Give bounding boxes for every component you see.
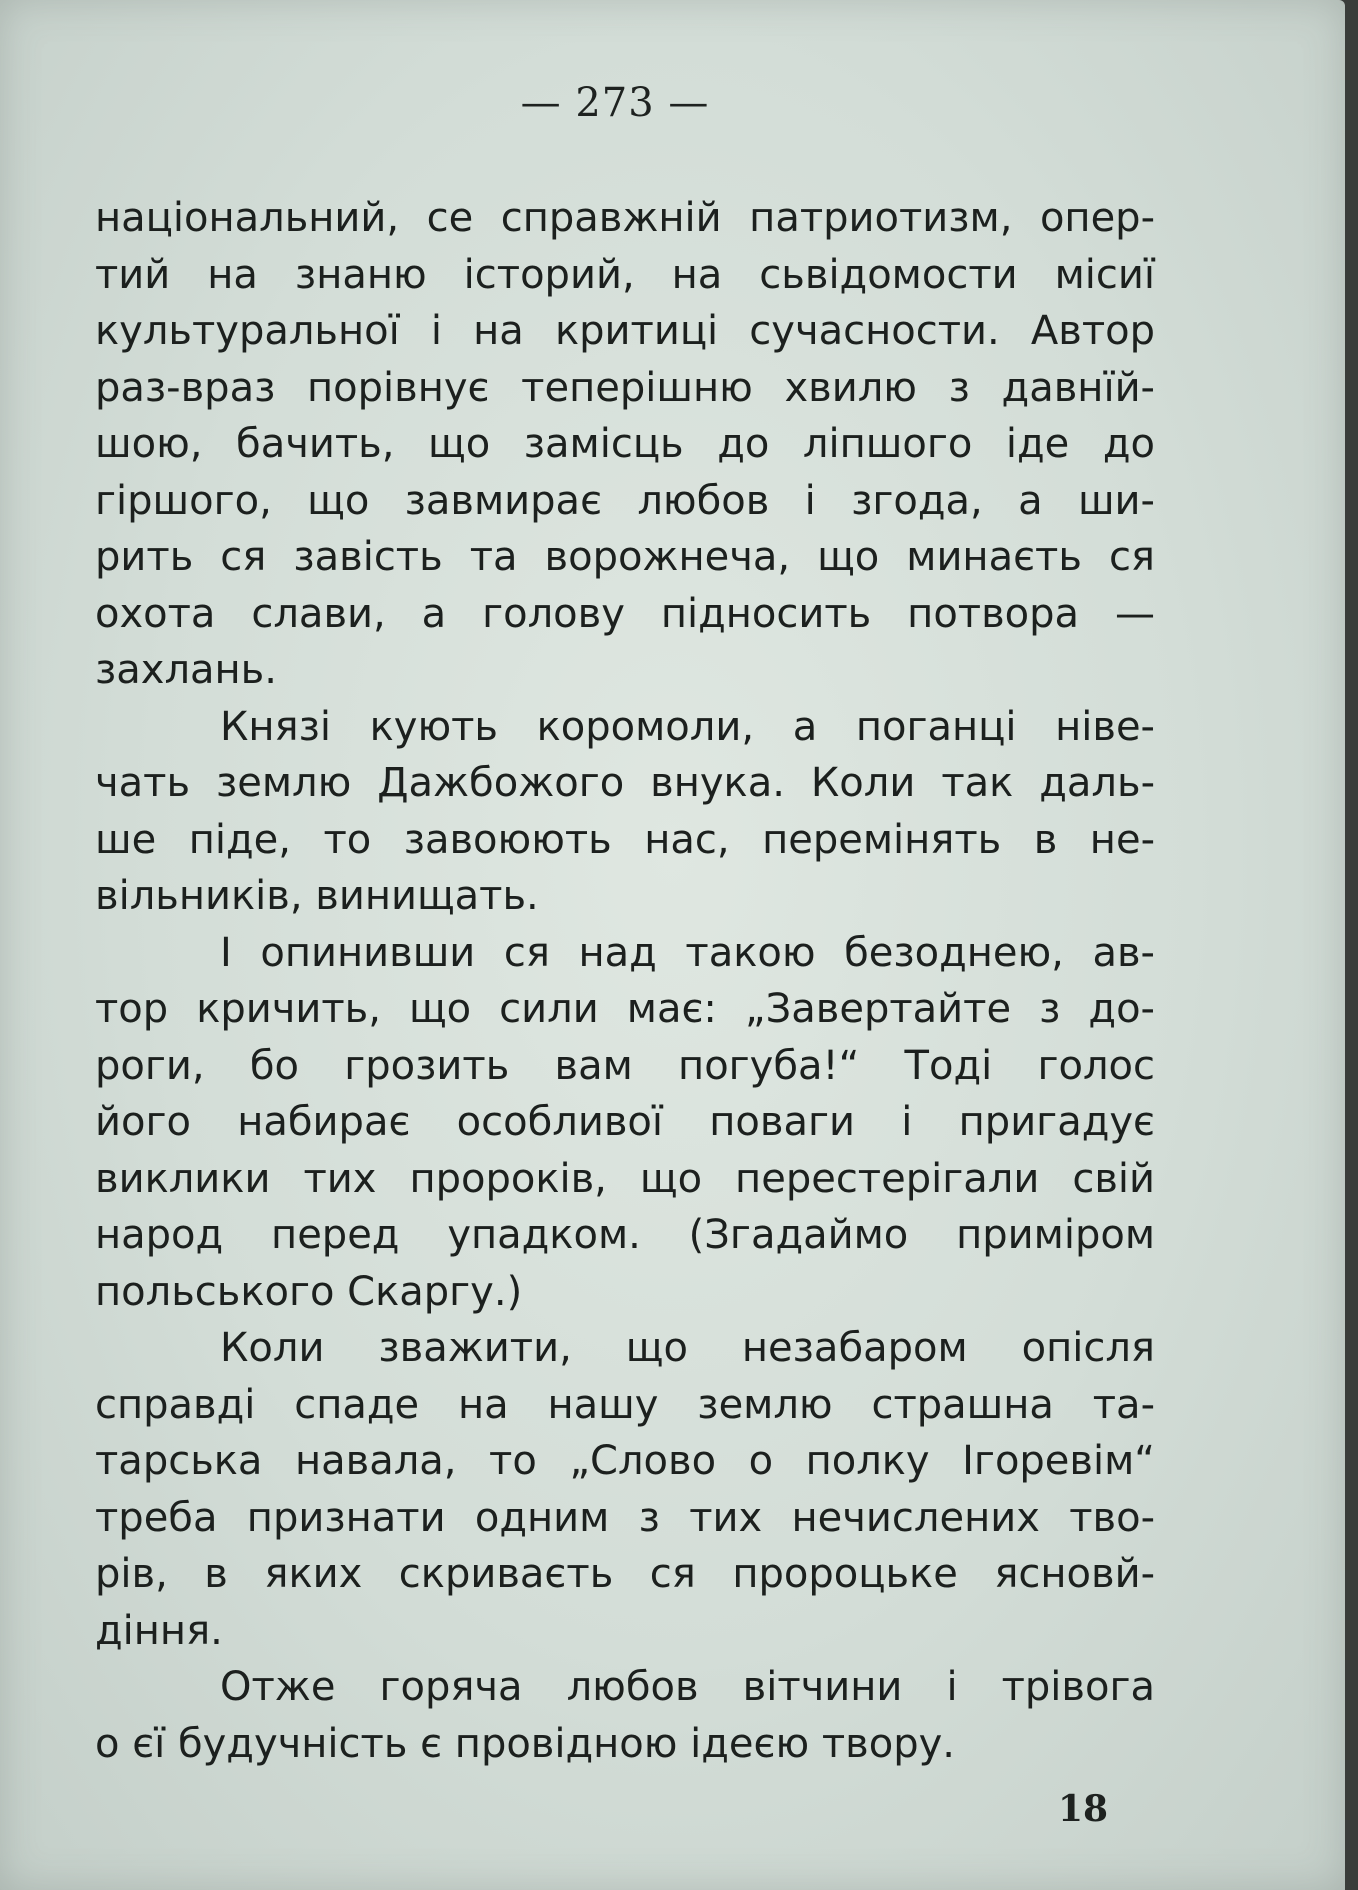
text-line: чать землю Дажбожого внука. Коли так даль- bbox=[95, 760, 1155, 806]
text-line: охота слави, а голову підносить потвора — bbox=[95, 590, 1155, 637]
text-line: І опинивши ся над такою безоднею, ав- bbox=[220, 929, 1155, 976]
text-line: тор кричить, що сили має: „Завертайте з до- bbox=[95, 986, 1155, 1032]
text-line: рить ся завість та ворожнеча, що минаєть ся bbox=[95, 534, 1155, 580]
text-line: треба признати одним з тих нечислених тво- bbox=[95, 1494, 1155, 1541]
text-line: виклики тих пророків, що перестерігали свій bbox=[95, 1155, 1155, 1202]
text-line: ше піде, то завоюють нас, перемінять в не- bbox=[95, 816, 1155, 863]
text-line: раз-враз порівнує теперішню хвилю з давнїй- bbox=[95, 364, 1155, 411]
text-line: народ перед упадком. (Згадаймо приміром bbox=[95, 1212, 1155, 1258]
text-line: польського Скаргу.) bbox=[95, 1268, 523, 1315]
text-line: захлань. bbox=[95, 647, 277, 693]
text-line: вільників, винищать. bbox=[95, 873, 539, 919]
text-line: шою, бачить, що замісць до ліпшого іде до bbox=[95, 421, 1155, 467]
text-line: тий на знаню історий, на сьвідомости місиї bbox=[95, 251, 1155, 298]
text-line: тарська навала, то „Слово о полку Ігоревім“ bbox=[95, 1438, 1155, 1484]
text-line: справді спаде на нашу землю страшна та- bbox=[95, 1381, 1155, 1428]
text-line: рів, в яких скриваєть ся пророцьке ясновй- bbox=[95, 1551, 1155, 1597]
text-line: о єї будучність є провідною ідеєю твору. bbox=[95, 1720, 955, 1767]
text-line: національний, се справжній патриотизм, опер- bbox=[95, 195, 1155, 241]
signature-mark: 18 bbox=[1058, 1788, 1109, 1830]
page-number: — 273 — bbox=[520, 80, 710, 126]
body-text bbox=[95, 190, 1155, 1772]
text-line: діння. bbox=[95, 1607, 223, 1654]
text-line: роги, бо грозить вам погуба!“ Тоді голос bbox=[95, 1042, 1155, 1089]
text-line: гіршого, що завмирає любов і згода, а ши- bbox=[95, 477, 1155, 524]
text-line: культуральної і на критиці сучасности. Автор bbox=[95, 308, 1155, 354]
text-line: Коли зважити, що незабаром опісля bbox=[220, 1325, 1155, 1371]
text-line: Князі кують коромоли, а поганці ніве- bbox=[220, 703, 1155, 750]
text-line: Отже горяча любов вітчини і трівога bbox=[220, 1664, 1155, 1710]
text-line: його набирає особливої поваги і пригадує bbox=[95, 1099, 1155, 1145]
